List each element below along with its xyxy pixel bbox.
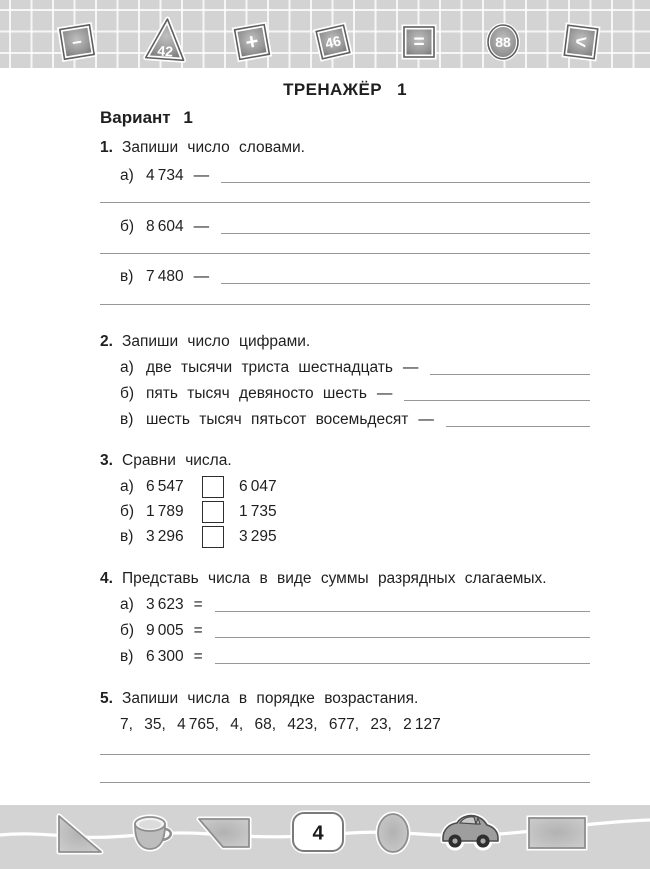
item-label: а): [120, 359, 134, 376]
answer-line: [215, 611, 590, 612]
item-number: 7 480: [146, 268, 184, 285]
svg-text:=: =: [413, 32, 425, 53]
item-label: б): [120, 218, 135, 235]
exercise-1: [100, 138, 590, 305]
right-number: 1 735: [239, 503, 277, 520]
page-title: ТРЕНАЖЁР 1: [283, 80, 407, 99]
exercise-4-item-v: [100, 647, 590, 667]
cup-icon: [129, 811, 175, 855]
equals-separator: =: [193, 622, 203, 639]
exercise-4: [100, 569, 590, 667]
exercise-2-header: [100, 332, 590, 352]
answer-line: [221, 182, 590, 183]
triangle-42-icon: [140, 14, 192, 66]
dash-separator: —: [193, 268, 210, 285]
rectangle-icon: [525, 812, 589, 854]
item-words: две тысячи триста шестнадцать: [146, 359, 393, 376]
item-label: в): [120, 268, 134, 285]
exercise-1-item-a: [100, 166, 590, 186]
writing-line: [100, 782, 590, 783]
item-label: в): [120, 648, 134, 665]
exercise-2-item-b: [100, 384, 590, 404]
item-words: шесть тысяч пятьсот восемьдесят: [146, 411, 409, 428]
variant-label: Вариант 1: [100, 108, 193, 127]
writing-line: [100, 202, 590, 203]
item-label: б): [120, 622, 135, 639]
item-label: в): [120, 411, 134, 428]
writing-line: [100, 304, 590, 305]
car-icon: [439, 811, 503, 855]
left-number: 6 547: [146, 478, 184, 495]
exercise-3-item-v: [100, 525, 590, 549]
answer-line: [404, 400, 590, 401]
item-label: а): [120, 478, 134, 495]
equals-square-icon: [393, 16, 445, 68]
dash-separator: —: [193, 218, 210, 235]
exercise-2-item-a: [100, 358, 590, 378]
svg-text:88: 88: [495, 34, 511, 50]
exercise-instruction: Представь числа в виде суммы разрядных слагаемых.: [122, 570, 547, 587]
exercise-3: [100, 451, 590, 549]
exercise-4-item-b: [100, 621, 590, 641]
header-band: [0, 0, 650, 68]
item-number: 3 623: [146, 596, 184, 613]
right-number: 3 295: [239, 528, 277, 545]
page-number: 4: [312, 822, 324, 845]
answer-line: [446, 426, 590, 427]
exercise-instruction: Запиши число цифрами.: [122, 333, 311, 350]
item-number: 6 300: [146, 648, 184, 665]
footer-band: [0, 805, 650, 869]
item-label: б): [120, 385, 135, 402]
page-number-badge: [288, 808, 348, 856]
comparison-box: [202, 526, 224, 548]
right-triangle-icon: [51, 810, 107, 858]
answer-line: [221, 233, 590, 234]
exercise-3-item-a: [100, 475, 590, 499]
exercise-instruction: Сравни числа.: [122, 452, 232, 469]
svg-text:<: <: [574, 31, 588, 54]
exercise-number: 3.: [100, 452, 113, 469]
exercise-3-item-b: [100, 500, 590, 524]
exercise-number: 5.: [100, 690, 113, 707]
trapezoid-icon: [196, 813, 252, 853]
minus-square-icon: [51, 16, 103, 68]
exercise-1-item-v: [100, 267, 590, 287]
writing-line: [100, 754, 590, 755]
exercise-instruction: Запиши числа в порядке возрастания.: [122, 690, 419, 707]
left-number: 1 789: [146, 503, 184, 520]
answer-line: [430, 374, 590, 375]
item-number: 9 005: [146, 622, 184, 639]
dash-separator: —: [418, 411, 434, 428]
left-number: 3 296: [146, 528, 184, 545]
exercise-4-header: [100, 569, 590, 589]
svg-text:42: 42: [156, 42, 174, 60]
square-46-icon: [307, 16, 359, 68]
exercise-1-item-b: [100, 217, 590, 237]
svg-text:46: 46: [323, 32, 343, 52]
exercise-3-header: [100, 451, 590, 471]
number-list: 7, 35, 4 765, 4, 68, 423, 677, 23, 2 127: [120, 716, 441, 733]
svg-text:+: +: [243, 28, 261, 55]
exercise-1-header: [100, 138, 590, 158]
page-content: [100, 68, 590, 783]
exercise-number: 1.: [100, 139, 113, 156]
oval-icon: [371, 807, 415, 859]
exercise-2-item-v: [100, 410, 590, 430]
dash-separator: —: [376, 385, 393, 402]
item-label: б): [120, 503, 135, 520]
item-number: 4 734: [146, 167, 184, 184]
exercise-4-item-a: [100, 595, 590, 615]
plus-square-icon: [226, 16, 278, 68]
equals-separator: =: [193, 648, 203, 665]
exercise-5-header: [100, 689, 590, 709]
exercise-instruction: Запиши число словами.: [122, 139, 305, 156]
item-number: 8 604: [146, 218, 184, 235]
answer-line: [221, 283, 590, 284]
comparison-box: [202, 501, 224, 523]
svg-text:−: −: [70, 32, 84, 53]
comparison-box: [202, 476, 224, 498]
answer-line: [215, 637, 590, 638]
equals-separator: =: [193, 596, 203, 613]
exercise-5: [100, 689, 590, 783]
exercise-number: 4.: [100, 570, 113, 587]
circle-88-icon: [477, 16, 529, 68]
dash-separator: —: [193, 167, 210, 184]
item-words: пять тысяч девяносто шесть: [146, 385, 367, 402]
item-label: а): [120, 596, 134, 613]
item-label: в): [120, 528, 134, 545]
exercise-number: 2.: [100, 333, 113, 350]
less-than-square-icon: [555, 16, 607, 68]
exercise-2: [100, 332, 590, 430]
item-label: а): [120, 167, 134, 184]
dash-separator: —: [402, 359, 419, 376]
writing-line: [100, 253, 590, 254]
answer-line: [215, 663, 590, 664]
right-number: 6 047: [239, 478, 277, 495]
